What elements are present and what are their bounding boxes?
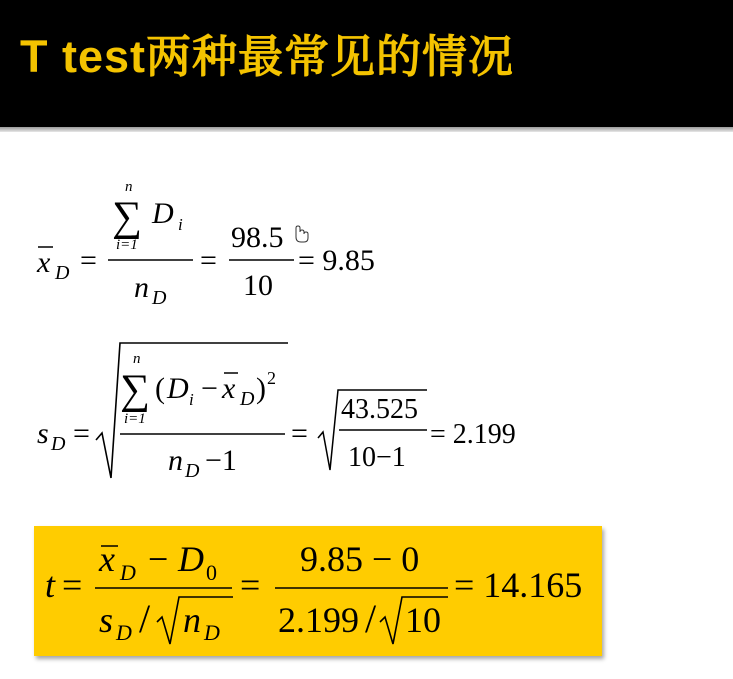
- sd-num-d: D: [167, 372, 189, 405]
- sd-num-x: x: [222, 372, 236, 405]
- mean-numeric-numerator: 98.5: [231, 221, 284, 254]
- mean-denominator: n: [134, 271, 149, 304]
- mean-equals-1: =: [80, 244, 97, 277]
- sd-den-rest: −1: [205, 444, 237, 477]
- t-equals-2: =: [240, 565, 261, 605]
- sd-lhs-var: s: [37, 417, 49, 450]
- t-numeric-sqrt-arg: 10: [405, 600, 441, 640]
- sd-sum-upper: n: [133, 351, 141, 367]
- t-numeric-den-a: 2.199: [278, 600, 359, 640]
- t-den-s: s: [99, 600, 114, 640]
- mean-sum-upper: n: [125, 179, 133, 195]
- sd-sum-symbol: ∑: [120, 367, 150, 413]
- sd-den-n: n: [168, 444, 183, 477]
- t-num-d: D: [178, 539, 204, 579]
- sd-open-paren: (: [155, 372, 165, 405]
- t-numeric-slash: /: [365, 596, 377, 641]
- mean-result: = 9.85: [298, 244, 375, 277]
- sd-exponent: 2: [267, 368, 276, 388]
- sd-equals-2: =: [291, 417, 308, 450]
- mean-sum-term: D: [152, 197, 174, 230]
- mean-numeric-denominator: 10: [243, 269, 273, 302]
- mean-lhs-var: x: [37, 246, 51, 279]
- sd-result: = 2.199: [430, 419, 516, 450]
- t-den-n-sub: D: [204, 620, 220, 645]
- sd-numeric-numerator: 43.525: [341, 394, 418, 425]
- sd-equals-1: =: [73, 417, 90, 450]
- mean-sum-symbol: ∑: [112, 194, 142, 240]
- mean-sum-term-sub: i: [178, 215, 183, 234]
- slide-title: T test两种最常见的情况: [20, 31, 515, 82]
- t-result: = 14.165: [454, 565, 583, 605]
- sd-den-n-sub: D: [185, 460, 200, 482]
- sd-num-minus: −: [201, 372, 218, 405]
- t-num-x-sub: D: [120, 560, 136, 585]
- t-den-n: n: [183, 600, 201, 640]
- sd-sum-lower: i=1: [124, 411, 146, 427]
- mean-equals-2: =: [200, 244, 217, 277]
- t-den-s-sub: D: [116, 620, 132, 645]
- sd-lhs-sub: D: [51, 433, 66, 455]
- sd-close-paren: ): [256, 372, 266, 405]
- t-den-slash: /: [139, 596, 151, 641]
- mean-denominator-sub: D: [152, 287, 167, 309]
- t-lhs: t: [45, 565, 56, 605]
- sd-num-d-sub: i: [189, 390, 194, 409]
- sd-numeric-denominator: 10−1: [348, 442, 406, 473]
- t-equals-1: =: [62, 565, 83, 605]
- mean-lhs-sub: D: [55, 262, 70, 284]
- t-num-x: x: [99, 539, 115, 579]
- t-num-d-sub: 0: [206, 560, 217, 585]
- sd-num-x-sub: D: [240, 388, 255, 410]
- t-numeric-numerator: 9.85 − 0: [300, 539, 420, 579]
- mean-sum-lower: i=1: [116, 237, 138, 253]
- t-num-minus: −: [148, 539, 169, 579]
